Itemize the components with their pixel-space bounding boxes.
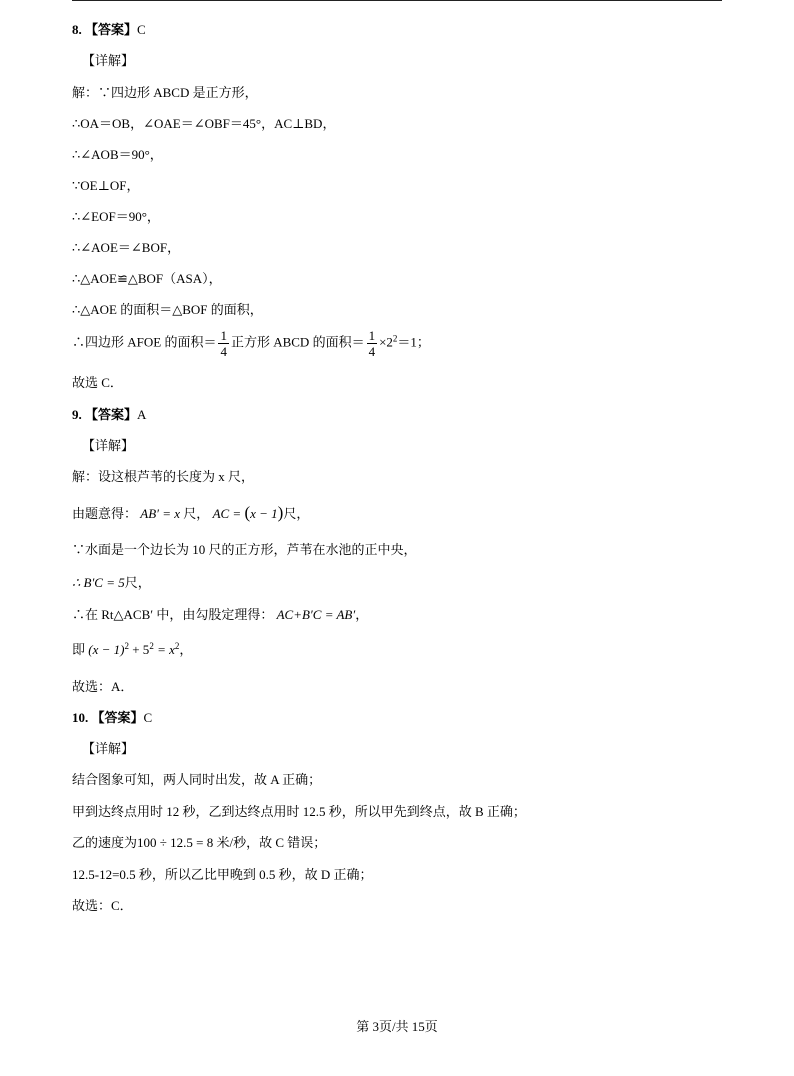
q9-line-1: 解：设这根芦苇的长度为 x 尺， xyxy=(72,469,255,484)
q8-line-8: ∴△AOE 的面积＝△BOF 的面积， xyxy=(72,302,263,317)
q9-bc-equation: ∴ B′C = 5 xyxy=(72,575,125,590)
q9-line-3: ∵水面是一个边长为 10 尺的正方形，芦苇在水池的正中央， xyxy=(72,542,417,557)
q9-line-5-text-2: ， xyxy=(355,607,369,622)
q9-pythagoras-equation: AC+B′C = AB′ xyxy=(276,607,356,622)
q9-equation-right: = x xyxy=(153,642,175,657)
q10-line-2: 甲到达终点用时 12 秒，乙到达终点用时 12.5 秒，所以甲先到终点，故 B 正确； xyxy=(72,804,526,819)
q8-detail-label: 【详解】 xyxy=(82,53,135,68)
q9-line-6 xyxy=(72,641,192,659)
q10-line-4: 12.5-12=0.5 秒，所以乙比甲晚到 0.5 秒，故 D 正确； xyxy=(72,867,373,882)
q9-line-4 xyxy=(72,574,151,592)
q10-header xyxy=(72,709,152,727)
q8-line-6: ∴∠AOE＝∠BOF， xyxy=(72,240,181,255)
page-footer: 第 3页/共 15页 xyxy=(356,1019,438,1034)
q9-equation-x-minus-1: x − 1 xyxy=(250,506,278,521)
q9-line-6-text-1: 即 xyxy=(72,642,86,657)
q8-line-3: ∴∠AOB＝90°， xyxy=(72,147,163,162)
q8-fraction-1-denominator: 4 xyxy=(220,344,227,359)
q9-detail-label: 【详解】 xyxy=(82,438,135,453)
q10-line-3: 乙的速度为100 ÷ 12.5 = 8 米/秒，故 C 错误； xyxy=(72,835,327,850)
q10-answer-choice: C xyxy=(143,710,153,725)
q8-conclusion: 故选 C． xyxy=(72,375,123,390)
q9-equation-left: (x − 1) xyxy=(88,642,125,657)
q8-square-exponent: 2 xyxy=(392,333,398,344)
q9-conclusion: 故选：A． xyxy=(72,679,134,694)
q10-answer-label: 【答案】 xyxy=(91,710,144,725)
q8-frac-text-1: ∴四边形 AFOE 的面积＝ xyxy=(72,334,217,350)
q9-number: 9. xyxy=(72,407,82,422)
q8-frac-text-2: 正方形 ABCD 的面积＝ xyxy=(230,334,365,350)
q9-right-paren: ) xyxy=(277,503,284,522)
q9-answer-label: 【答案】 xyxy=(85,407,138,422)
q9-line-5-text-1: ∴在 Rt△ACB′ 中，由勾股定理得： xyxy=(72,607,274,622)
q8-line-2: ∴OA＝OB，∠OAE＝∠OBF＝45°，AC⊥BD， xyxy=(72,116,336,131)
q9-left-paren: ( xyxy=(244,503,251,522)
q9-line-2-text-1: 由题意得： xyxy=(72,506,138,521)
q8-frac-text-3: ×2 xyxy=(379,334,393,350)
q9-exponent-3: 2 xyxy=(174,641,180,651)
q9-exponent-1: 2 xyxy=(124,641,129,651)
q8-answer-choice: C xyxy=(137,22,146,37)
q8-frac-text-4: ＝1； xyxy=(397,334,430,350)
q8-fraction-line xyxy=(72,328,430,359)
q8-line-7: ∴△AOE≌△BOF（ASA）， xyxy=(72,271,222,286)
q8-fraction-1 xyxy=(218,328,229,359)
q9-equation-ab: AB′ = x xyxy=(140,506,181,521)
q8-line-1: 解：∵四边形 ABCD 是正方形， xyxy=(72,85,258,100)
q10-detail-label: 【详解】 xyxy=(82,741,135,756)
q8-fraction-2-denominator: 4 xyxy=(368,344,376,359)
q9-line-2-text-2: 尺， xyxy=(183,506,210,521)
q8-fraction-2-numerator: 1 xyxy=(368,328,376,343)
q9-header xyxy=(72,406,146,424)
q8-fraction-1-numerator: 1 xyxy=(220,328,227,343)
q9-line-5 xyxy=(72,606,368,624)
q8-line-5: ∴∠EOF＝90°， xyxy=(72,209,160,224)
q9-line-6-text-2: ， xyxy=(179,642,193,657)
q8-line-4: ∵OE⊥OF， xyxy=(72,178,140,193)
q9-equation-ac: AC = xyxy=(212,506,245,521)
q9-equation-mid: + 5 xyxy=(128,642,150,657)
q9-answer-choice: A xyxy=(137,407,147,422)
q8-fraction-2 xyxy=(367,328,378,359)
q9-line-2 xyxy=(72,504,309,523)
q8-number: 8. xyxy=(72,22,82,37)
q8-header xyxy=(72,21,146,39)
q9-line-2-text-3: 尺， xyxy=(283,506,310,521)
q10-conclusion: 故选：C． xyxy=(72,898,133,913)
q8-answer-label: 【答案】 xyxy=(85,22,138,37)
q9-line-4-text: 尺， xyxy=(124,575,151,590)
q10-line-1: 结合图象可知，两人同时出发，故 A 正确； xyxy=(72,772,322,787)
top-rule xyxy=(72,0,722,1)
q9-exponent-2: 2 xyxy=(149,641,154,651)
q10-number: 10. xyxy=(72,710,89,725)
